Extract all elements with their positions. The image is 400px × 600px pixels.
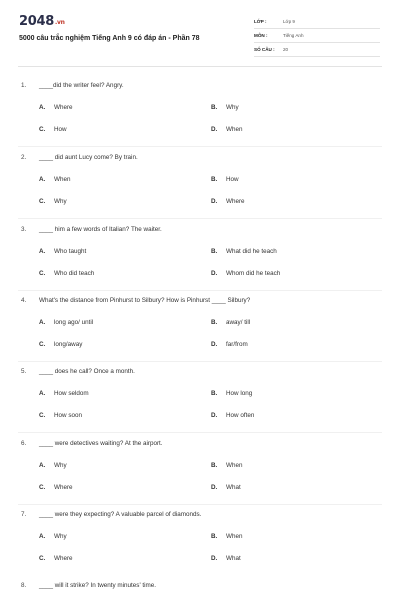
option-b[interactable]: B. Why — [211, 104, 239, 111]
question-3 — [0, 226, 400, 296]
option-b[interactable]: B. How long — [211, 390, 253, 397]
question-separator — [18, 504, 382, 505]
meta-label: SỐ CÂU : — [254, 47, 275, 52]
option-a[interactable]: A. Where — [39, 104, 73, 111]
option-a[interactable]: A. Why — [39, 533, 67, 540]
option-b[interactable]: B. How — [211, 176, 239, 183]
question-number: 8. — [21, 582, 27, 589]
question-number: 5. — [21, 368, 27, 375]
option-d[interactable]: D. What — [211, 484, 241, 491]
option-d[interactable]: D. Whom did he teach — [211, 270, 281, 277]
question-6 — [0, 440, 400, 510]
question-text: ____ him a few words of Italian? The waiter. — [39, 226, 162, 233]
document-header — [0, 0, 400, 62]
question-2 — [0, 154, 400, 224]
meta-label: LỚP : — [254, 19, 267, 24]
meta-value: Tiếng Anh — [283, 33, 304, 38]
question-number: 6. — [21, 440, 27, 447]
meta-row-count — [254, 44, 380, 57]
option-a[interactable]: A. long ago/ until — [39, 319, 94, 326]
option-c[interactable]: C. Why — [39, 198, 67, 205]
question-separator — [18, 432, 382, 433]
question-number: 1. — [21, 82, 27, 89]
header-divider — [18, 66, 382, 67]
question-separator — [18, 218, 382, 219]
option-c[interactable]: C. How — [39, 126, 67, 133]
question-1 — [0, 82, 400, 152]
option-b[interactable]: B. When — [211, 462, 243, 469]
meta-row-subject — [254, 30, 380, 43]
option-c[interactable]: C. Where — [39, 555, 73, 562]
document-title: 5000 câu trắc nghiệm Tiếng Anh 9 có đáp án - Phần 78 — [19, 35, 200, 42]
question-text: ____ did aunt Lucy come? By train. — [39, 154, 138, 161]
question-text: ____ were they expecting? A valuable parcel of diamonds. — [39, 511, 202, 518]
option-b[interactable]: B. away/ till — [211, 319, 251, 326]
meta-info — [254, 16, 380, 58]
question-number: 3. — [21, 226, 27, 233]
option-a[interactable]: A. How seldom — [39, 390, 89, 397]
meta-value: Lớp 9 — [283, 19, 295, 24]
question-text: ____did the writer feel? Angry. — [39, 82, 124, 89]
option-d[interactable]: D. When — [211, 126, 243, 133]
meta-row-grade — [254, 16, 380, 29]
question-separator — [18, 146, 382, 147]
meta-label: MÔN : — [254, 33, 268, 38]
logo-tld: .vn — [54, 19, 65, 26]
question-text: ____ will it strike? In twenty minutes' time. — [39, 582, 157, 589]
option-a[interactable]: A. Who taught — [39, 248, 87, 255]
option-d[interactable]: D. far/from — [211, 341, 248, 348]
option-c[interactable]: C. Where — [39, 484, 73, 491]
question-text: ____ does he call? Once a month. — [39, 368, 135, 375]
question-text: ____ were detectives waiting? At the airport. — [39, 440, 163, 447]
logo-text: 2048 — [19, 14, 54, 29]
option-a[interactable]: A. When — [39, 176, 71, 183]
option-d[interactable]: D. Where — [211, 198, 245, 205]
option-c[interactable]: C. long/away — [39, 341, 83, 348]
option-c[interactable]: C. How soon — [39, 412, 83, 419]
question-5 — [0, 368, 400, 438]
question-text: What's the distance from Pinhurst to Silbury? How is Pinhurst ____ Silbury? — [39, 297, 251, 304]
question-separator — [18, 290, 382, 291]
question-number: 4. — [21, 297, 27, 304]
meta-value: 20 — [283, 47, 289, 52]
option-b[interactable]: B. What did he teach — [211, 248, 277, 255]
question-number: 7. — [21, 511, 27, 518]
option-d[interactable]: D. What — [211, 555, 241, 562]
question-separator — [18, 361, 382, 362]
question-8 — [0, 582, 400, 600]
site-logo[interactable] — [19, 14, 65, 29]
option-d[interactable]: D. How often — [211, 412, 255, 419]
option-c[interactable]: C. Who did teach — [39, 270, 95, 277]
option-b[interactable]: B. When — [211, 533, 243, 540]
question-number: 2. — [21, 154, 27, 161]
option-a[interactable]: A. Why — [39, 462, 67, 469]
question-7 — [0, 511, 400, 581]
question-4 — [0, 297, 400, 367]
